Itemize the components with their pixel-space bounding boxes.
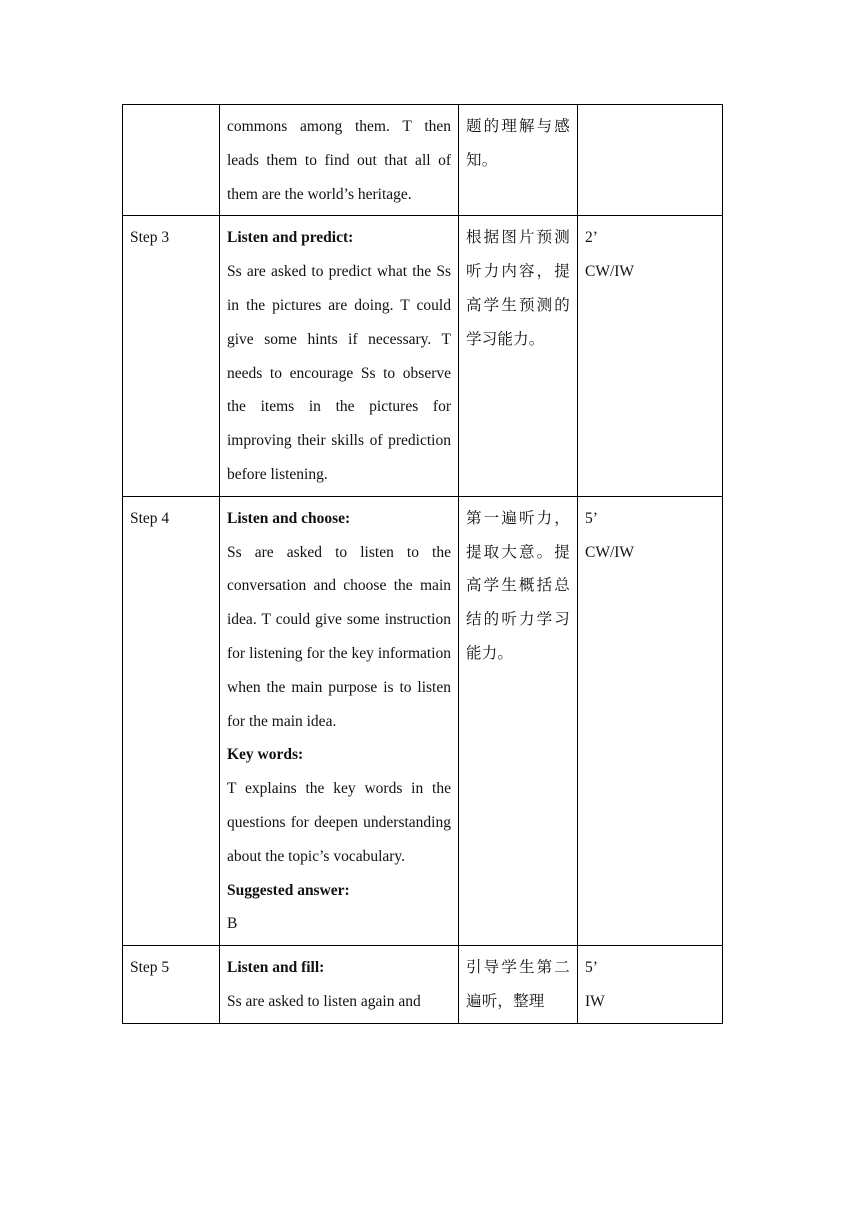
section-heading: Key words: <box>227 746 304 764</box>
table-row <box>123 216 723 496</box>
time-value: 5’ <box>585 509 598 527</box>
content-text: Ss are asked to listen to the conversation and choose the main idea. T could give some instruction for listening for the key information when the main purpose is to listen for the main idea. <box>227 543 451 730</box>
purpose-cell: 第一遍听力，提取大意。提高学生概括总结的听力学习能力。 <box>459 496 578 945</box>
content-text: B <box>227 915 238 933</box>
section-heading: Listen and choose: <box>227 509 351 527</box>
mode-value: IW <box>585 992 605 1010</box>
step-cell: Step 4 <box>123 496 220 945</box>
step-cell: Step 3 <box>123 216 220 496</box>
content-cell <box>220 216 459 496</box>
lesson-plan-table <box>122 104 723 1024</box>
purpose-cell: 根据图片预测听力内容，提高学生预测的学习能力。 <box>459 216 578 496</box>
section-heading: Suggested answer: <box>227 881 350 899</box>
content-cell <box>220 946 459 1024</box>
section-heading: Listen and fill: <box>227 959 325 977</box>
content-text: Ss are asked to predict what the Ss in the pictures are doing. T could give some hints if necessary. T needs to encourage Ss to observe the items in the pictures for improving their skills of prediction before listening. <box>227 263 451 483</box>
content-cell <box>220 496 459 945</box>
time-cell <box>578 496 723 945</box>
time-cell <box>578 105 723 216</box>
content-text: Ss are asked to listen again and <box>227 992 421 1010</box>
content-text: T explains the key words in the questions for deepen understanding about the topic’s vocabulary. <box>227 780 451 865</box>
section-heading: Listen and predict: <box>227 229 354 247</box>
mode-value: CW/IW <box>585 263 635 281</box>
time-cell <box>578 946 723 1024</box>
time-value: 5’ <box>585 959 598 977</box>
table-row <box>123 105 723 216</box>
table-row <box>123 496 723 945</box>
content-text: commons among them. T then leads them to find out that all of them are the world’s heritage. <box>227 118 451 203</box>
mode-value: CW/IW <box>585 543 635 561</box>
purpose-cell: 引导学生第二遍听，整理 <box>459 946 578 1024</box>
content-cell <box>220 105 459 216</box>
purpose-cell: 题的理解与感知。 <box>459 105 578 216</box>
time-cell <box>578 216 723 496</box>
step-cell: Step 5 <box>123 946 220 1024</box>
table-row <box>123 946 723 1024</box>
step-cell <box>123 105 220 216</box>
time-value: 2’ <box>585 229 598 247</box>
